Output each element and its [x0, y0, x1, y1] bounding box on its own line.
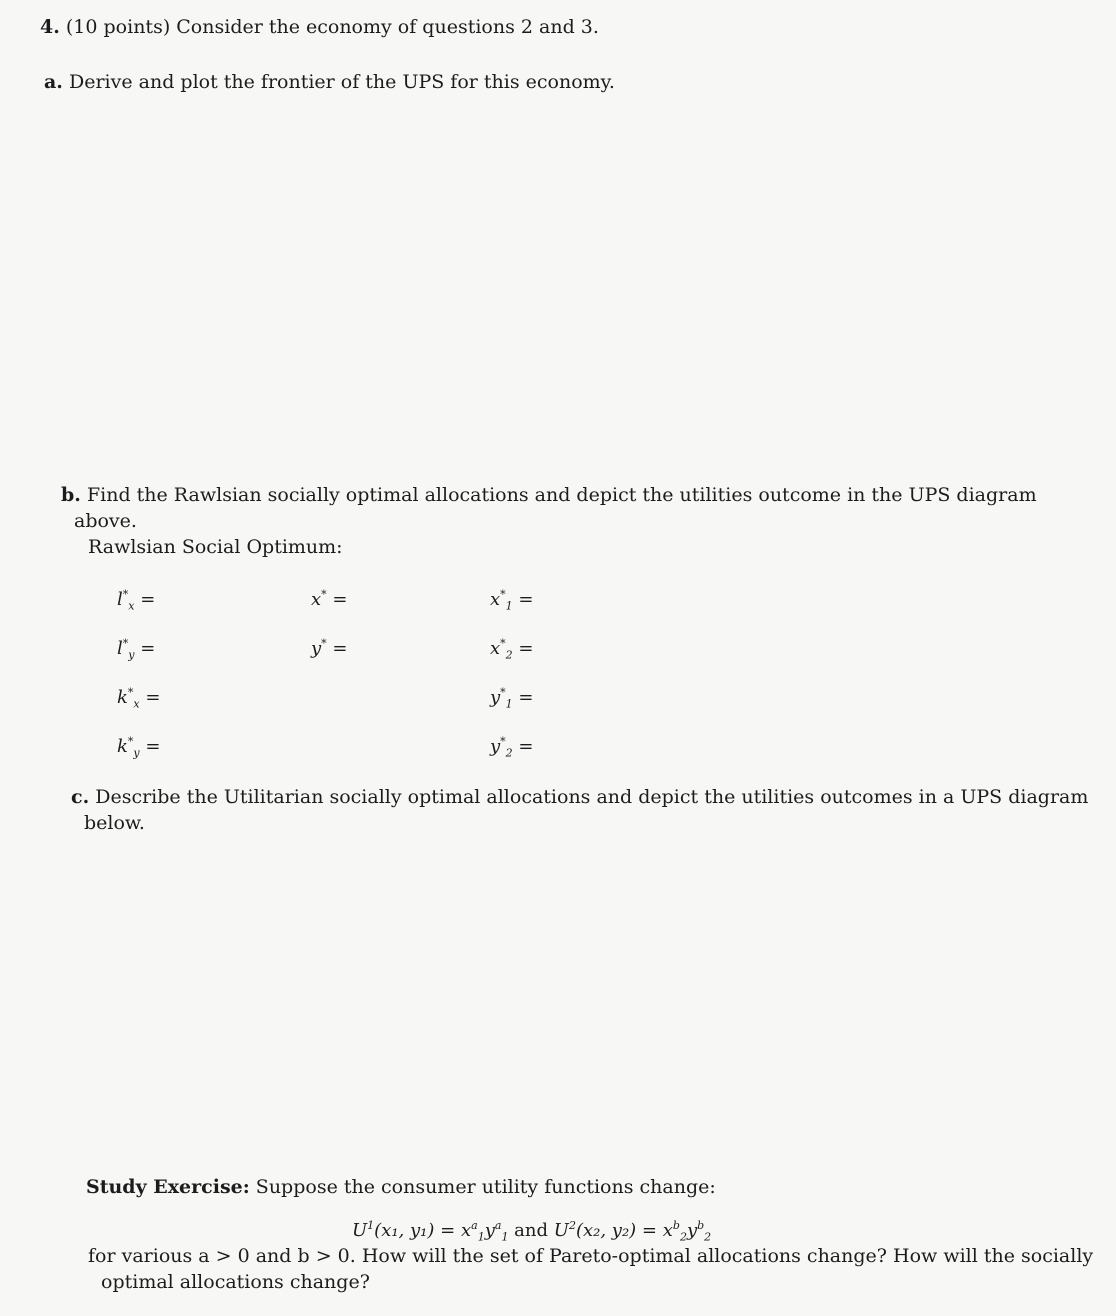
question-number: 4.	[40, 16, 60, 38]
part-b-label: b.	[61, 484, 81, 506]
study-exercise-line1: for various a > 0 and b > 0. How will the set of Pareto-optimal allocations change? How will the socially	[88, 1245, 1094, 1267]
study-exercise-line2: optimal allocations change?	[101, 1271, 370, 1293]
part-a-label: a.	[44, 71, 63, 93]
part-a	[44, 71, 615, 93]
var-ly: $l^*_y$ =	[117, 637, 156, 662]
var-lx: $l^*_x$ =	[117, 588, 156, 613]
utility-formula: $U^1(x_1$, $y_1) = x^a_1y^a_1$ and $U^2(x_2$, $y_2) = x^b_2y^b_2$	[352, 1219, 712, 1244]
part-c-line1	[71, 786, 1088, 808]
var-x1: $x^*_1$ =	[490, 588, 534, 613]
var-x2: $x^*_2$ =	[490, 637, 534, 662]
part-a-text: Derive and plot the frontier of the UPS for this economy.	[68, 71, 615, 93]
part-b-line2: above.	[74, 510, 137, 532]
var-kx: $k^*_x$ =	[117, 686, 161, 711]
var-ky: $k^*_y$ =	[117, 735, 161, 760]
question-header	[40, 16, 599, 38]
study-exercise-text: Suppose the consumer utility functions change:	[255, 1176, 716, 1198]
var-x: x* =	[311, 588, 348, 610]
var-y2: $y^*_2$ =	[490, 735, 534, 760]
study-exercise-heading: Study Exercise:	[86, 1176, 250, 1198]
study-exercise-intro	[86, 1176, 716, 1198]
rawlsian-heading: Rawlsian Social Optimum:	[88, 536, 343, 558]
part-b-line1	[61, 484, 1037, 506]
var-y: y* =	[311, 637, 348, 659]
part-c-label: c.	[71, 786, 90, 808]
part-c-text: Describe the Utilitarian socially optimal allocations and depict the utilities outcomes in a UPS diagram	[95, 786, 1089, 808]
part-b-text: Find the Rawlsian socially optimal allocations and depict the utilities outcome in the UPS diagram	[86, 484, 1037, 506]
part-c-line2: below.	[84, 812, 145, 834]
var-y1: $y^*_1$ =	[490, 686, 534, 711]
question-text: (10 points) Consider the economy of questions 2 and 3.	[65, 16, 599, 38]
